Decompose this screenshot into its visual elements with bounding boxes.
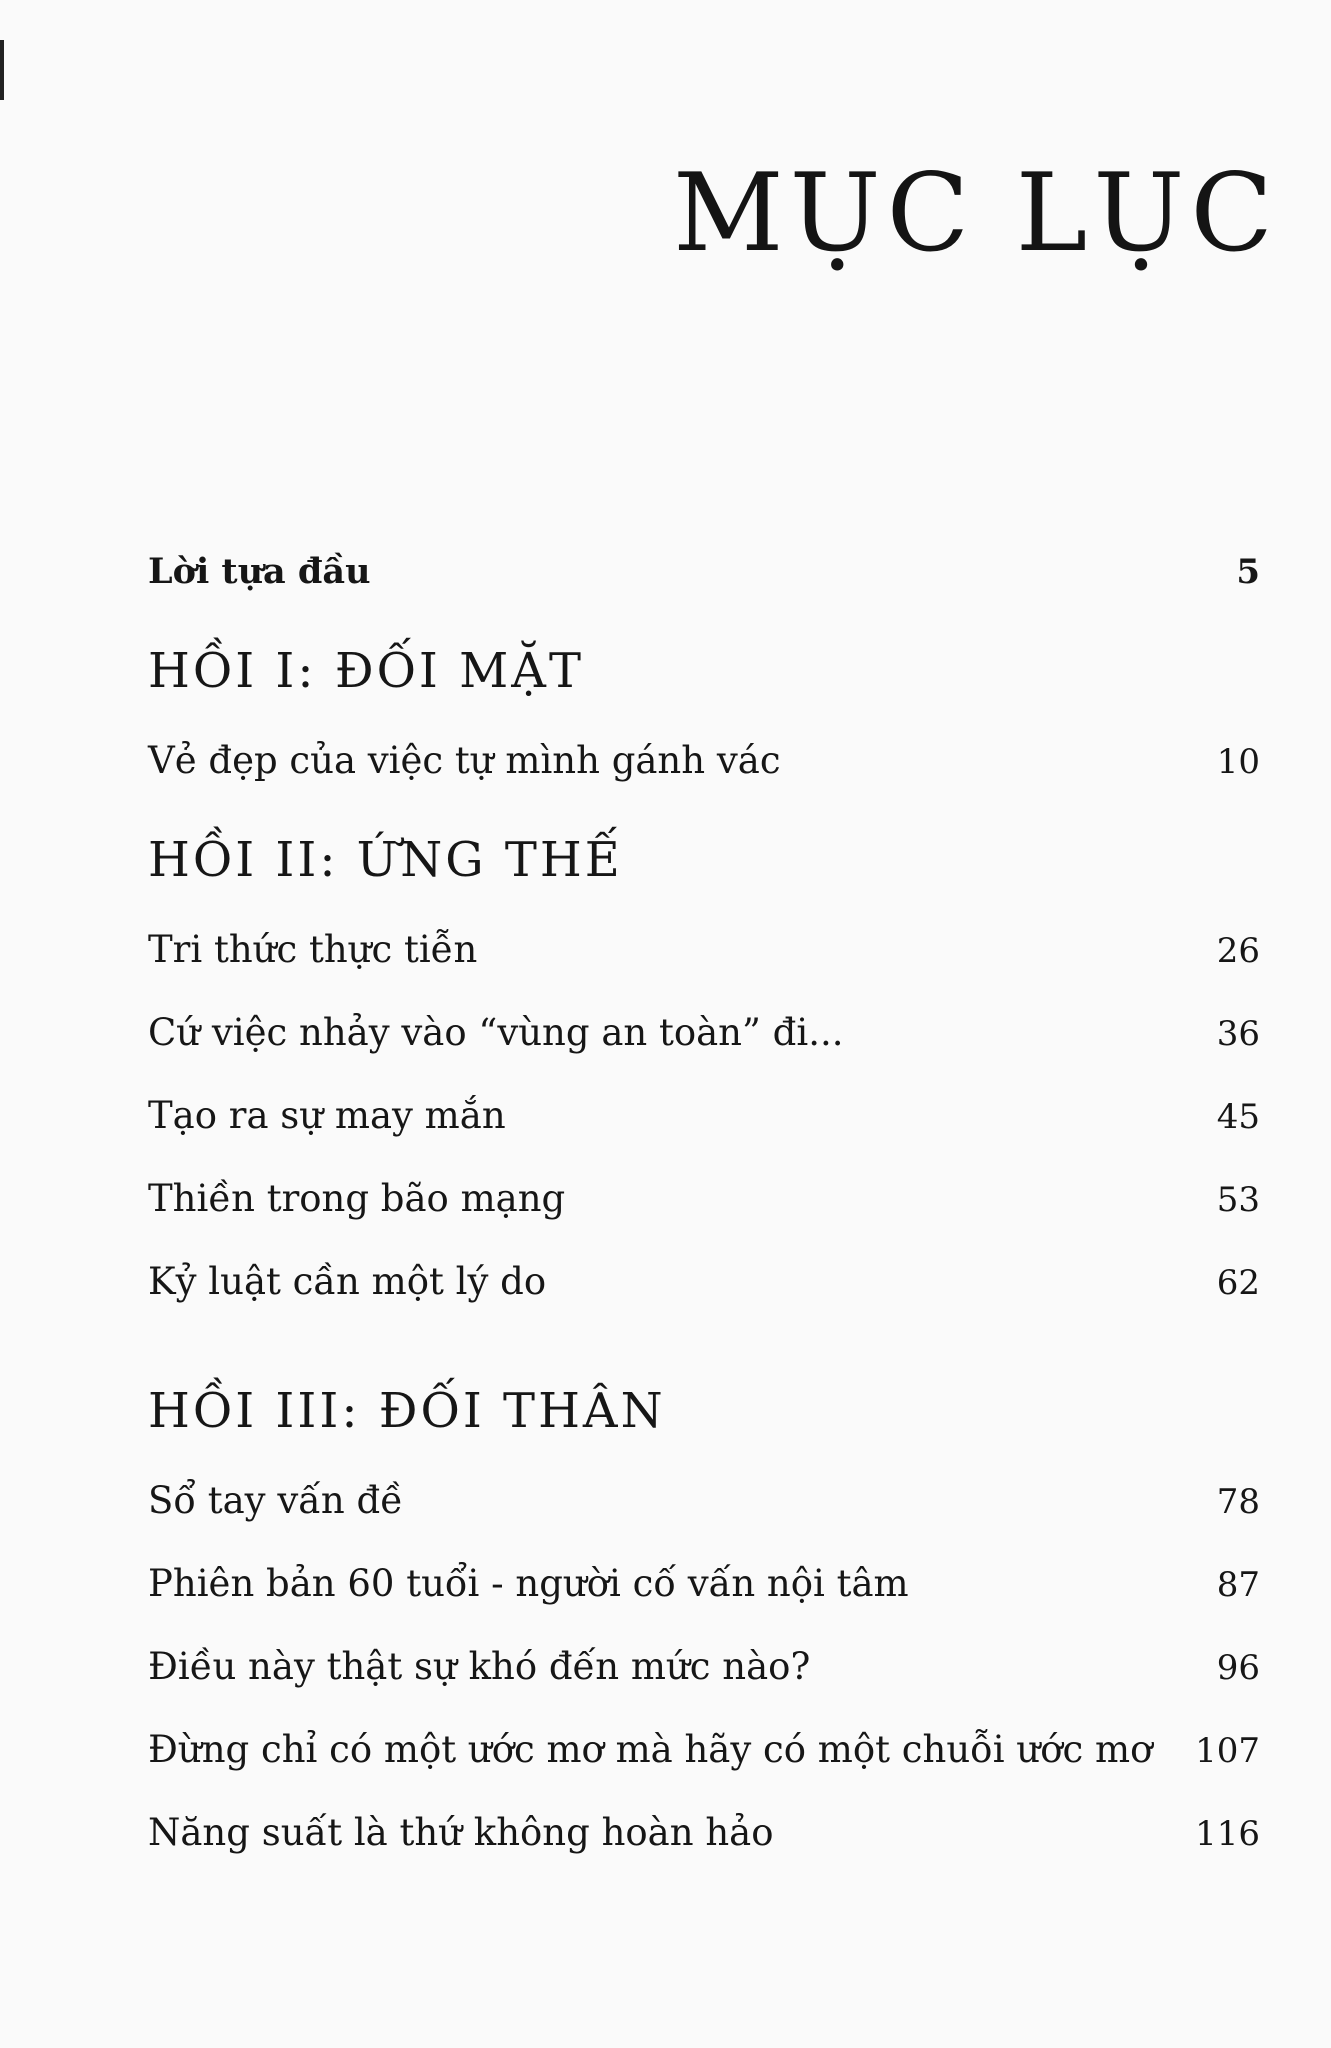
toc-entry[interactable]	[148, 1542, 1260, 1625]
page-edge-mark	[0, 40, 4, 100]
table-of-contents	[148, 530, 1260, 1874]
toc-entry-title: Tri thức thực tiễn	[148, 928, 478, 971]
toc-entry[interactable]	[148, 1791, 1260, 1874]
section-spacer	[148, 1323, 1260, 1353]
toc-entry-title: Phiên bản 60 tuổi - người cố vấn nội tâm	[148, 1562, 909, 1605]
toc-entry-page: 45	[1216, 1097, 1260, 1137]
part-1-heading: HỒI I: ĐỐI MẶT	[148, 643, 584, 699]
toc-entry-title: Kỷ luật cần một lý do	[148, 1260, 547, 1303]
toc-entry[interactable]	[148, 719, 1260, 802]
toc-entry-page: 96	[1216, 1648, 1260, 1688]
toc-entry-title: Đừng chỉ có một ước mơ mà hãy có một chuỗi ước mơ	[148, 1728, 1153, 1771]
toc-entry[interactable]	[148, 1157, 1260, 1240]
toc-entry-page: 36	[1216, 1014, 1260, 1054]
toc-entry-page: 5	[1236, 552, 1260, 592]
toc-entry-title: Thiền trong bão mạng	[148, 1177, 566, 1220]
toc-entry[interactable]	[148, 908, 1260, 991]
toc-entry-title: Cứ việc nhảy vào “vùng an toàn” đi...	[148, 1011, 844, 1054]
toc-entry-page: 53	[1216, 1180, 1260, 1220]
toc-entry-title: Điều này thật sự khó đến mức nào?	[148, 1645, 811, 1688]
toc-entry-preface[interactable]	[148, 530, 1260, 613]
toc-entry[interactable]	[148, 1074, 1260, 1157]
part-3-heading: HỒI III: ĐỐI THÂN	[148, 1383, 666, 1439]
toc-entry[interactable]	[148, 1459, 1260, 1542]
toc-entry-title: Tạo ra sự may mắn	[148, 1094, 506, 1137]
toc-entry[interactable]	[148, 1625, 1260, 1708]
toc-entry-page: 26	[1216, 931, 1260, 971]
toc-entry-title: Lời tựa đầu	[148, 551, 371, 592]
toc-entry[interactable]	[148, 1240, 1260, 1323]
toc-entry-title: Sổ tay vấn đề	[148, 1479, 403, 1522]
page-title: MỤC LỤC	[673, 151, 1279, 276]
toc-entry[interactable]	[148, 991, 1260, 1074]
toc-entry-page: 87	[1216, 1565, 1260, 1605]
toc-entry-page: 107	[1195, 1731, 1260, 1771]
toc-entry-title: Năng suất là thứ không hoàn hảo	[148, 1811, 774, 1854]
toc-entry-title: Vẻ đẹp của việc tự mình gánh vác	[148, 739, 781, 782]
part-2-heading: HỒI II: ỨNG THẾ	[148, 832, 623, 888]
toc-entry-page: 116	[1195, 1814, 1260, 1854]
toc-entry-page: 10	[1216, 742, 1260, 782]
toc-entry-page: 78	[1216, 1482, 1260, 1522]
toc-entry-page: 62	[1216, 1263, 1260, 1303]
toc-entry[interactable]	[148, 1708, 1260, 1791]
